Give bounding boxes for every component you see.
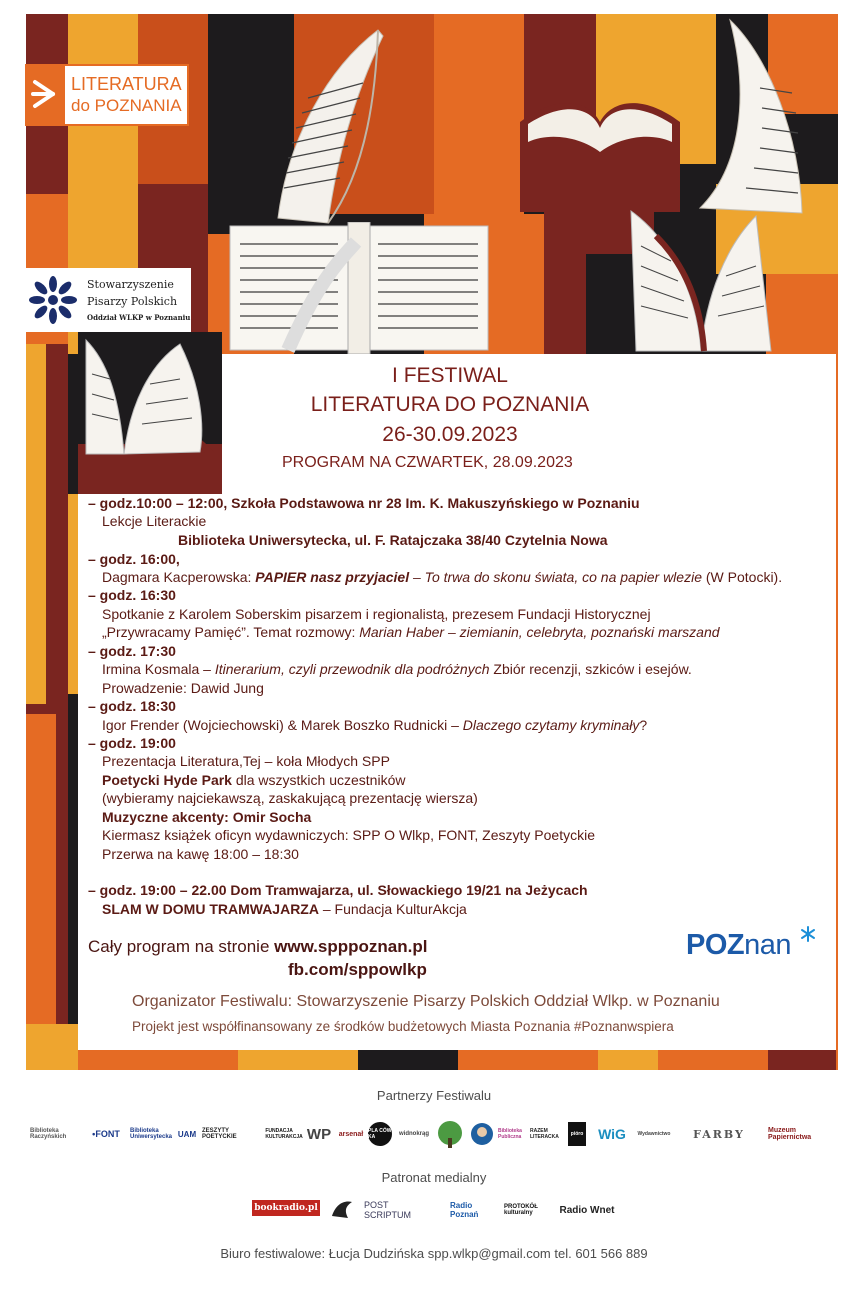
bird-logo-icon[interactable] bbox=[328, 1196, 356, 1222]
event5-title: Dlaczego czytamy kryminały bbox=[462, 717, 640, 733]
spark-icon bbox=[31, 76, 61, 112]
tree-logo-icon[interactable] bbox=[434, 1120, 466, 1148]
red-book-icon bbox=[510, 92, 690, 222]
event5-time: – godz. 18:30 bbox=[88, 698, 176, 714]
partners-heading: Partnerzy Festiwalu bbox=[376, 1088, 492, 1103]
event7-title: SLAM W DOMU TRAMWAJARZA bbox=[102, 901, 319, 917]
logo-line1: LITERATURA bbox=[71, 74, 182, 94]
poznan-logo-light: nan bbox=[744, 929, 792, 961]
web-line bbox=[88, 937, 427, 957]
project-text: Projekt jest współfinansowany ze środków budżetowych Miasta Poznania #Poznanwspiera bbox=[132, 1019, 674, 1034]
festival-office-contact: Biuro festiwalowe: Łucja Dudzińska spp.wlkp@gmail.com tel. 601 566 889 bbox=[220, 1246, 648, 1261]
festival-line1: I FESTIWAL bbox=[392, 364, 508, 387]
spp-line2: Pisarzy Polskich bbox=[87, 295, 178, 308]
event2-time: – godz. 16:00, bbox=[88, 551, 180, 567]
partner-logo-biblioteka-publiczna[interactable]: Biblioteka Publiczna bbox=[498, 1128, 522, 1140]
event4-subtitle: Zbiór recenzji, szkiców i esejów. bbox=[489, 661, 692, 677]
asterisk-icon bbox=[800, 926, 816, 942]
media-logo-bookradio[interactable]: bookradio.pl bbox=[252, 1200, 320, 1216]
partner-logo-wig[interactable]: WiG bbox=[598, 1126, 626, 1142]
spp-line1: Stowarzyszenie bbox=[87, 278, 174, 291]
poznan-logo-bold: POZ bbox=[686, 929, 745, 961]
partner-logo-farby[interactable]: FARBY bbox=[693, 1127, 745, 1141]
partner-logo-biblioteka-raczynskich[interactable]: Biblioteka Raczyńskich bbox=[30, 1128, 67, 1140]
web-label: Cały program na stronie bbox=[88, 937, 275, 956]
media-logo-radio-poznan[interactable]: Radio Poznań bbox=[450, 1201, 479, 1219]
event3-time: – godz. 16:30 bbox=[88, 587, 176, 603]
event7-time: – godz. 19:00 – 22.00 Dom Tramwajarza, ul. Słowackiego 19/21 na Jeżycach bbox=[88, 882, 588, 898]
festival-dates: 26-30.09.2023 bbox=[382, 423, 518, 446]
snowflake-icon bbox=[29, 276, 77, 324]
partner-logo-uam[interactable]: UAM bbox=[177, 1129, 197, 1139]
event6-hydepark bbox=[102, 771, 405, 790]
partner-logo-muzeum-papiernictwa[interactable]: Muzeum Papiernictwa bbox=[768, 1127, 812, 1141]
event6-music: Muzyczne akcenty: Omir Socha bbox=[102, 809, 312, 825]
event5-authors: Igor Frender (Wojciechowski) & Marek Boszko Rudnicki – bbox=[102, 717, 463, 733]
website-link[interactable]: www.spppoznan.pl bbox=[274, 937, 428, 956]
event7-org: – Fundacja KulturAkcja bbox=[318, 901, 467, 917]
event2-title: PAPIER nasz przyjaciel bbox=[255, 569, 410, 585]
media-logo-post-scriptum[interactable]: POST SCRIPTUM bbox=[364, 1200, 411, 1220]
partner-logo-font[interactable]: •FONT bbox=[92, 1129, 120, 1139]
event3-topic bbox=[102, 623, 720, 642]
facebook-link[interactable]: fb.com/sppowlkp bbox=[288, 960, 427, 979]
organizer-text: Organizator Festiwalu: Stowarzyszenie Pisarzy Polskich Oddział Wlkp. w Poznaniu bbox=[132, 993, 720, 1010]
partner-logo-fundacja-kulturakcja[interactable]: FUNDACJA KULTURAKCJA bbox=[268, 1122, 300, 1146]
partner-logo-widnokrag[interactable]: widnokrąg bbox=[398, 1131, 429, 1137]
program-heading: PROGRAM NA CZWARTEK, 28.09.2023 bbox=[282, 454, 573, 471]
partner-logo-wydawnictwo[interactable]: Wydawnictwo bbox=[637, 1131, 671, 1137]
event6-hydepark-title: Poetycki Hyde Park bbox=[102, 772, 232, 788]
event6-hydepark-desc: dla wszystkich uczestników bbox=[231, 772, 406, 788]
flipping-book-icon bbox=[626, 206, 776, 356]
event3-topic-label: „Przywracamy Pamięć”. Temat rozmowy: bbox=[102, 624, 360, 640]
partner-logo-zeszyty-poetyckie[interactable]: ZESZYTY POETYCKIE bbox=[202, 1128, 237, 1140]
portrait-logo-icon[interactable] bbox=[470, 1122, 494, 1146]
event2-quote: – To trwa do skonu świata, co na papier wlezie bbox=[409, 569, 702, 585]
media-heading: Patronat medialny bbox=[381, 1170, 487, 1185]
spp-line3: Oddział WLKP w Poznaniu bbox=[87, 313, 191, 322]
partner-logo-wp[interactable]: WP bbox=[306, 1125, 332, 1143]
event2-desc bbox=[102, 568, 782, 587]
event1-place: Biblioteka Uniwersytecka, ul. F. Ratajczaka 38/40 Czytelnia Nowa bbox=[178, 532, 608, 548]
event6-desc: Prezentacja Literatura,Tej – koła Młodych SPP bbox=[102, 753, 390, 769]
poznan-logo bbox=[686, 929, 791, 962]
media-logo-protokol[interactable]: PROTOKÓŁ kulturalny bbox=[504, 1204, 538, 1216]
event6-time: – godz. 19:00 bbox=[88, 735, 176, 751]
event6-break: Przerwa na kawę 18:00 – 18:30 bbox=[102, 846, 299, 862]
flying-book-icon bbox=[268, 28, 388, 228]
event4-desc bbox=[102, 660, 692, 679]
spp-logo bbox=[25, 268, 191, 332]
event5-desc bbox=[102, 716, 647, 735]
event7-desc bbox=[102, 900, 467, 919]
event4-title: Itinerarium, czyli przewodnik dla podróżnych bbox=[214, 661, 490, 677]
event2-source: (W Potocki). bbox=[701, 569, 783, 585]
event1-time: – godz.10:00 – 12:00, Szkoła Podstawowa nr 28 Im. K. Makuszyńskiego w Poznaniu bbox=[88, 495, 640, 511]
open-book-icon bbox=[228, 222, 490, 354]
event4-time: – godz. 17:30 bbox=[88, 643, 176, 659]
event6-fair: Kiermasz książek oficyn wydawniczych: SPP O Wlkp, FONT, Zeszyty Poetyckie bbox=[102, 827, 595, 843]
event5-qmark: ? bbox=[639, 717, 648, 733]
event4-author: Irmina Kosmala – bbox=[102, 661, 215, 677]
partner-logo-placowka[interactable]: PLA CÓW KA bbox=[368, 1122, 392, 1146]
literatura-logo bbox=[25, 64, 189, 126]
event1-title: Lekcje Literackie bbox=[102, 513, 207, 529]
small-flipping-book-icon bbox=[80, 334, 220, 458]
partner-logo-biblioteka-uniwersytecka[interactable]: Biblioteka Uniwersytecka bbox=[129, 1128, 173, 1140]
event6-note: (wybieramy najciekawszą, zaskakującą prezentację wiersza) bbox=[102, 790, 478, 806]
event4-host: Prowadzenie: Dawid Jung bbox=[102, 680, 264, 696]
festival-line2: LITERATURA DO POZNANIA bbox=[310, 393, 590, 416]
event3-desc: Spotkanie z Karolem Soberskim pisarzem i regionalistą, prezesem Fundacji Historycznej bbox=[102, 606, 651, 622]
partner-logo-arsenal[interactable]: arsenał bbox=[338, 1130, 364, 1138]
flying-page-icon bbox=[690, 18, 810, 218]
event3-topic-title: Marian Haber – ziemianin, celebryta, poznański marszand bbox=[359, 624, 720, 640]
logo-line2: do POZNANIA bbox=[71, 96, 182, 115]
event2-author: Dagmara Kacperowska: bbox=[102, 569, 256, 585]
partner-logo-razem-literacka[interactable]: RAZEM LITERACKA bbox=[530, 1128, 559, 1140]
partner-logo-pioro[interactable]: pióro bbox=[568, 1122, 586, 1146]
media-logo-radio-wnet[interactable]: Radio Wnet bbox=[559, 1204, 615, 1216]
